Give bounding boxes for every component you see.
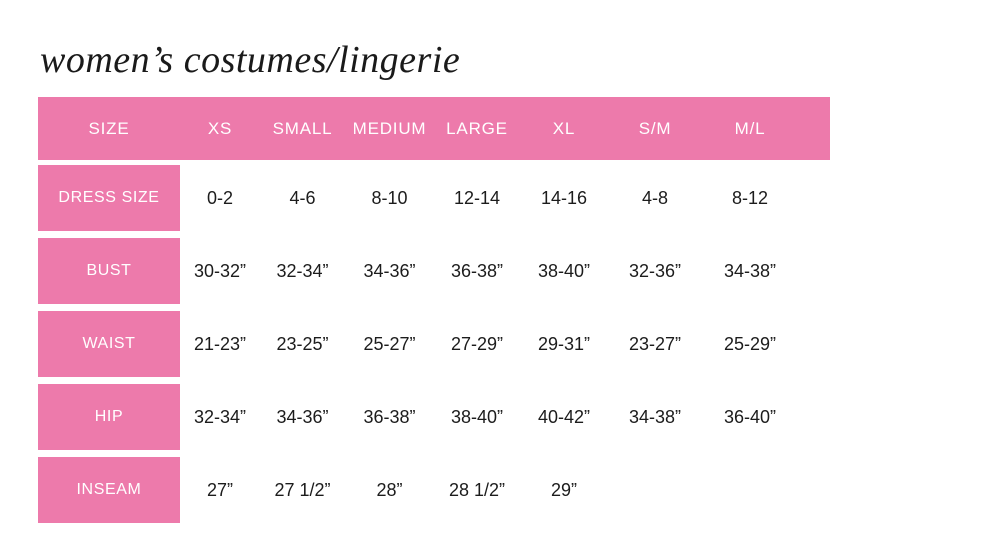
row-label-bust: BUST xyxy=(38,238,180,304)
table-body xyxy=(38,165,830,523)
size-value: 27-29” xyxy=(450,333,504,354)
size-value: 30-32” xyxy=(193,260,247,281)
size-value: 34-38” xyxy=(628,406,682,427)
size-value: 23-27” xyxy=(628,333,682,354)
size-value: 8-10 xyxy=(371,187,408,208)
table-header-row xyxy=(38,97,830,160)
size-value: 23-25” xyxy=(276,333,329,354)
table-row-bust xyxy=(38,238,830,304)
column-header-small: SMALL xyxy=(272,118,333,138)
table-row-inseam xyxy=(38,457,830,523)
size-value: 38-40” xyxy=(537,260,591,281)
size-value: 36-38” xyxy=(450,260,504,281)
column-header-size: SIZE xyxy=(88,118,130,138)
size-value: 29-31” xyxy=(537,333,591,354)
column-header-xs: XS xyxy=(207,118,233,138)
size-value: 4-8 xyxy=(641,187,668,208)
size-value: 34-38” xyxy=(723,260,777,281)
size-value: 32-34” xyxy=(193,406,247,427)
size-value: 0-2 xyxy=(206,187,233,208)
row-label-inseam: INSEAM xyxy=(38,457,180,523)
column-header-m-l: M/L xyxy=(734,118,766,138)
column-header-medium: MEDIUM xyxy=(352,118,427,138)
size-value: 4-6 xyxy=(289,187,316,208)
size-value xyxy=(702,457,798,523)
size-value: 40-42” xyxy=(537,406,591,427)
row-label-hip: HIP xyxy=(38,384,180,450)
size-value: 38-40” xyxy=(450,406,504,427)
size-value: 32-34” xyxy=(276,260,329,281)
size-value: 12-14 xyxy=(453,187,501,208)
size-value: 28” xyxy=(376,479,403,500)
size-value: 28 1/2” xyxy=(448,479,506,500)
size-value: 21-23” xyxy=(193,333,247,354)
size-value: 14-16 xyxy=(540,187,588,208)
size-value: 32-36” xyxy=(628,260,682,281)
size-value: 34-36” xyxy=(276,406,329,427)
table-row-hip xyxy=(38,384,830,450)
table-row-waist xyxy=(38,311,830,377)
table-row-dress-size xyxy=(38,165,830,231)
size-value: 25-27” xyxy=(363,333,416,354)
row-label-waist: WAIST xyxy=(38,311,180,377)
row-label-dress-size: DRESS SIZE xyxy=(38,165,180,231)
page-title: women’s costumes/lingerie xyxy=(40,39,461,81)
size-value xyxy=(608,457,702,523)
size-value: 25-29” xyxy=(723,333,777,354)
size-chart-table xyxy=(38,97,830,523)
column-header-large: LARGE xyxy=(446,118,508,138)
size-value: 27” xyxy=(206,479,233,500)
size-value: 29” xyxy=(550,479,577,500)
column-header-s-m: S/M xyxy=(638,118,672,138)
size-value: 36-40” xyxy=(723,406,777,427)
size-value: 34-36” xyxy=(363,260,416,281)
size-value: 36-38” xyxy=(363,406,416,427)
size-value: 27 1/2” xyxy=(274,479,331,500)
size-value: 8-12 xyxy=(731,187,769,208)
column-header-xl: XL xyxy=(552,118,576,138)
